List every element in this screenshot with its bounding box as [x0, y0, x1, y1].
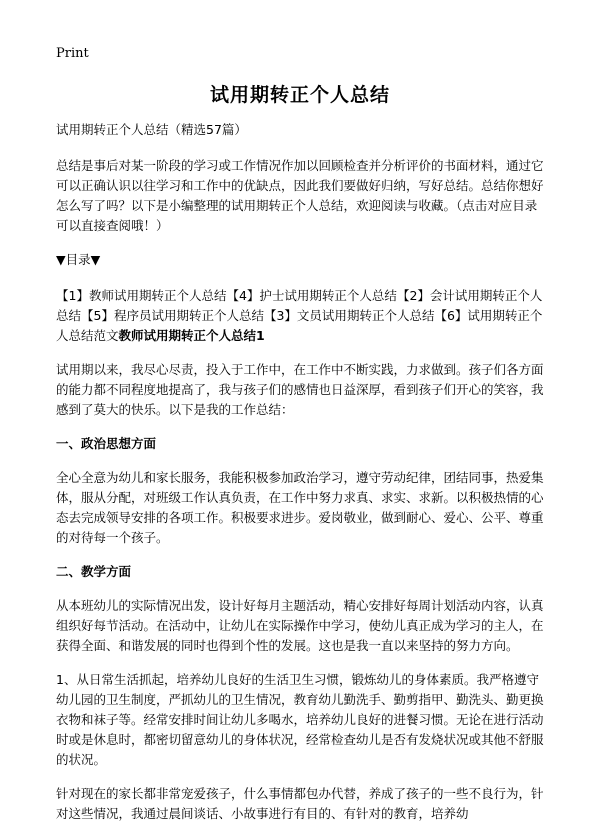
opening-paragraph: 试用期以来，我尽心尽责，投入于工作中，在工作中不断实践，力求做到。孩子们各方面的能力都不同程度地提高了，我与孩子们的感情也日益深厚，看到孩子们开心的笑容，我感到了莫大的快乐。以下是我的工作总结： — [56, 362, 544, 417]
intro-paragraph: 总结是事后对某一阶段的学习或工作情况作加以回顾检查并分析评价的书面材料，通过它可以正确认识以往学习和工作中的优缺点，因此我们要做好归纳，写好总结。总结你想好怎么写了吗？以下是小编整理的试用期转正个人总结，欢迎阅读与收藏。（点击对应目录可以直接查阅哦！） — [56, 158, 544, 233]
toc-link-accountant[interactable]: 【2】会计试用期转正个人总结 — [56, 288, 543, 323]
teaching-item-1: 1、从日常生活抓起，培养幼儿良好的生活卫生习惯，锻炼幼儿的身体素质。我严格遵守幼儿园的卫生制度，严抓幼儿的卫生情况，教育幼儿勤洗手、勤剪指甲、勤洗头、勤更换衣物和袜子等。经常安排时间让幼儿多喝水，培养幼儿良好的进餐习惯。无论在进行活动时或是休息时，都密切留意幼儿的身体状况，经常检查幼儿是否有发烧状况或其他不舒服的状况。 — [56, 672, 544, 767]
section-heading-teaching: 二、教学方面 — [56, 564, 132, 579]
section-body-teaching: 从本班幼儿的实际情况出发，设计好每月主题活动，精心安排好每周计划活动内容，认真组织好每节活动。在活动中，让幼儿在实际操作中学习，使幼儿真正成为学习的主人，在获得全面、和谐发展的同时也得到个性的发展。这也是我一直以来坚持的努力方向。 — [56, 598, 544, 653]
toc-link-nurse[interactable]: 【4】护士试用期转正个人总结 — [226, 288, 397, 303]
document-subtitle: 试用期转正个人总结（精选57篇） — [56, 122, 247, 137]
section-body-politics: 全心全意为幼儿和家长服务，我能积极参加政治学习，遵守劳动纪律，团结同事，热爱集体，服从分配，对班级工作认真负责，在工作中努力求真、求实、求新。以积极热情的心态去完成领导安排的各项工作。积极要求进步。爱岗敬业，做到耐心、爱心、公平、尊重的对待每一个孩子。 — [56, 470, 544, 545]
toc-link-clerk[interactable]: 【3】文员试用期转正个人总结 — [263, 308, 435, 323]
document-body — [56, 120, 548, 838]
table-of-contents — [56, 286, 548, 346]
current-article-heading: 教师试用期转正个人总结1 — [118, 328, 265, 343]
toc-link-programmer[interactable]: 【5】程序员试用期转正个人总结 — [81, 308, 264, 323]
toc-link-sample[interactable]: 【6】试用期转正个人总结范文 — [56, 308, 543, 343]
toc-heading: ▼目录▼ — [56, 252, 101, 267]
section-heading-politics: 一、政治思想方面 — [56, 436, 157, 451]
closing-paragraph: 针对现在的家长都非常宠爱孩子，什么事情都包办代替，养成了孩子的一些不良行为，针对这些情况，我通过晨间谈话、小故事进行有目的、有针对的教育，培养幼 — [56, 786, 544, 821]
toc-link-teacher[interactable]: 【1】教师试用期转正个人总结 — [56, 288, 227, 303]
page-title: 试用期转正个人总结 — [209, 84, 390, 106]
print-link[interactable]: Print — [56, 46, 89, 61]
